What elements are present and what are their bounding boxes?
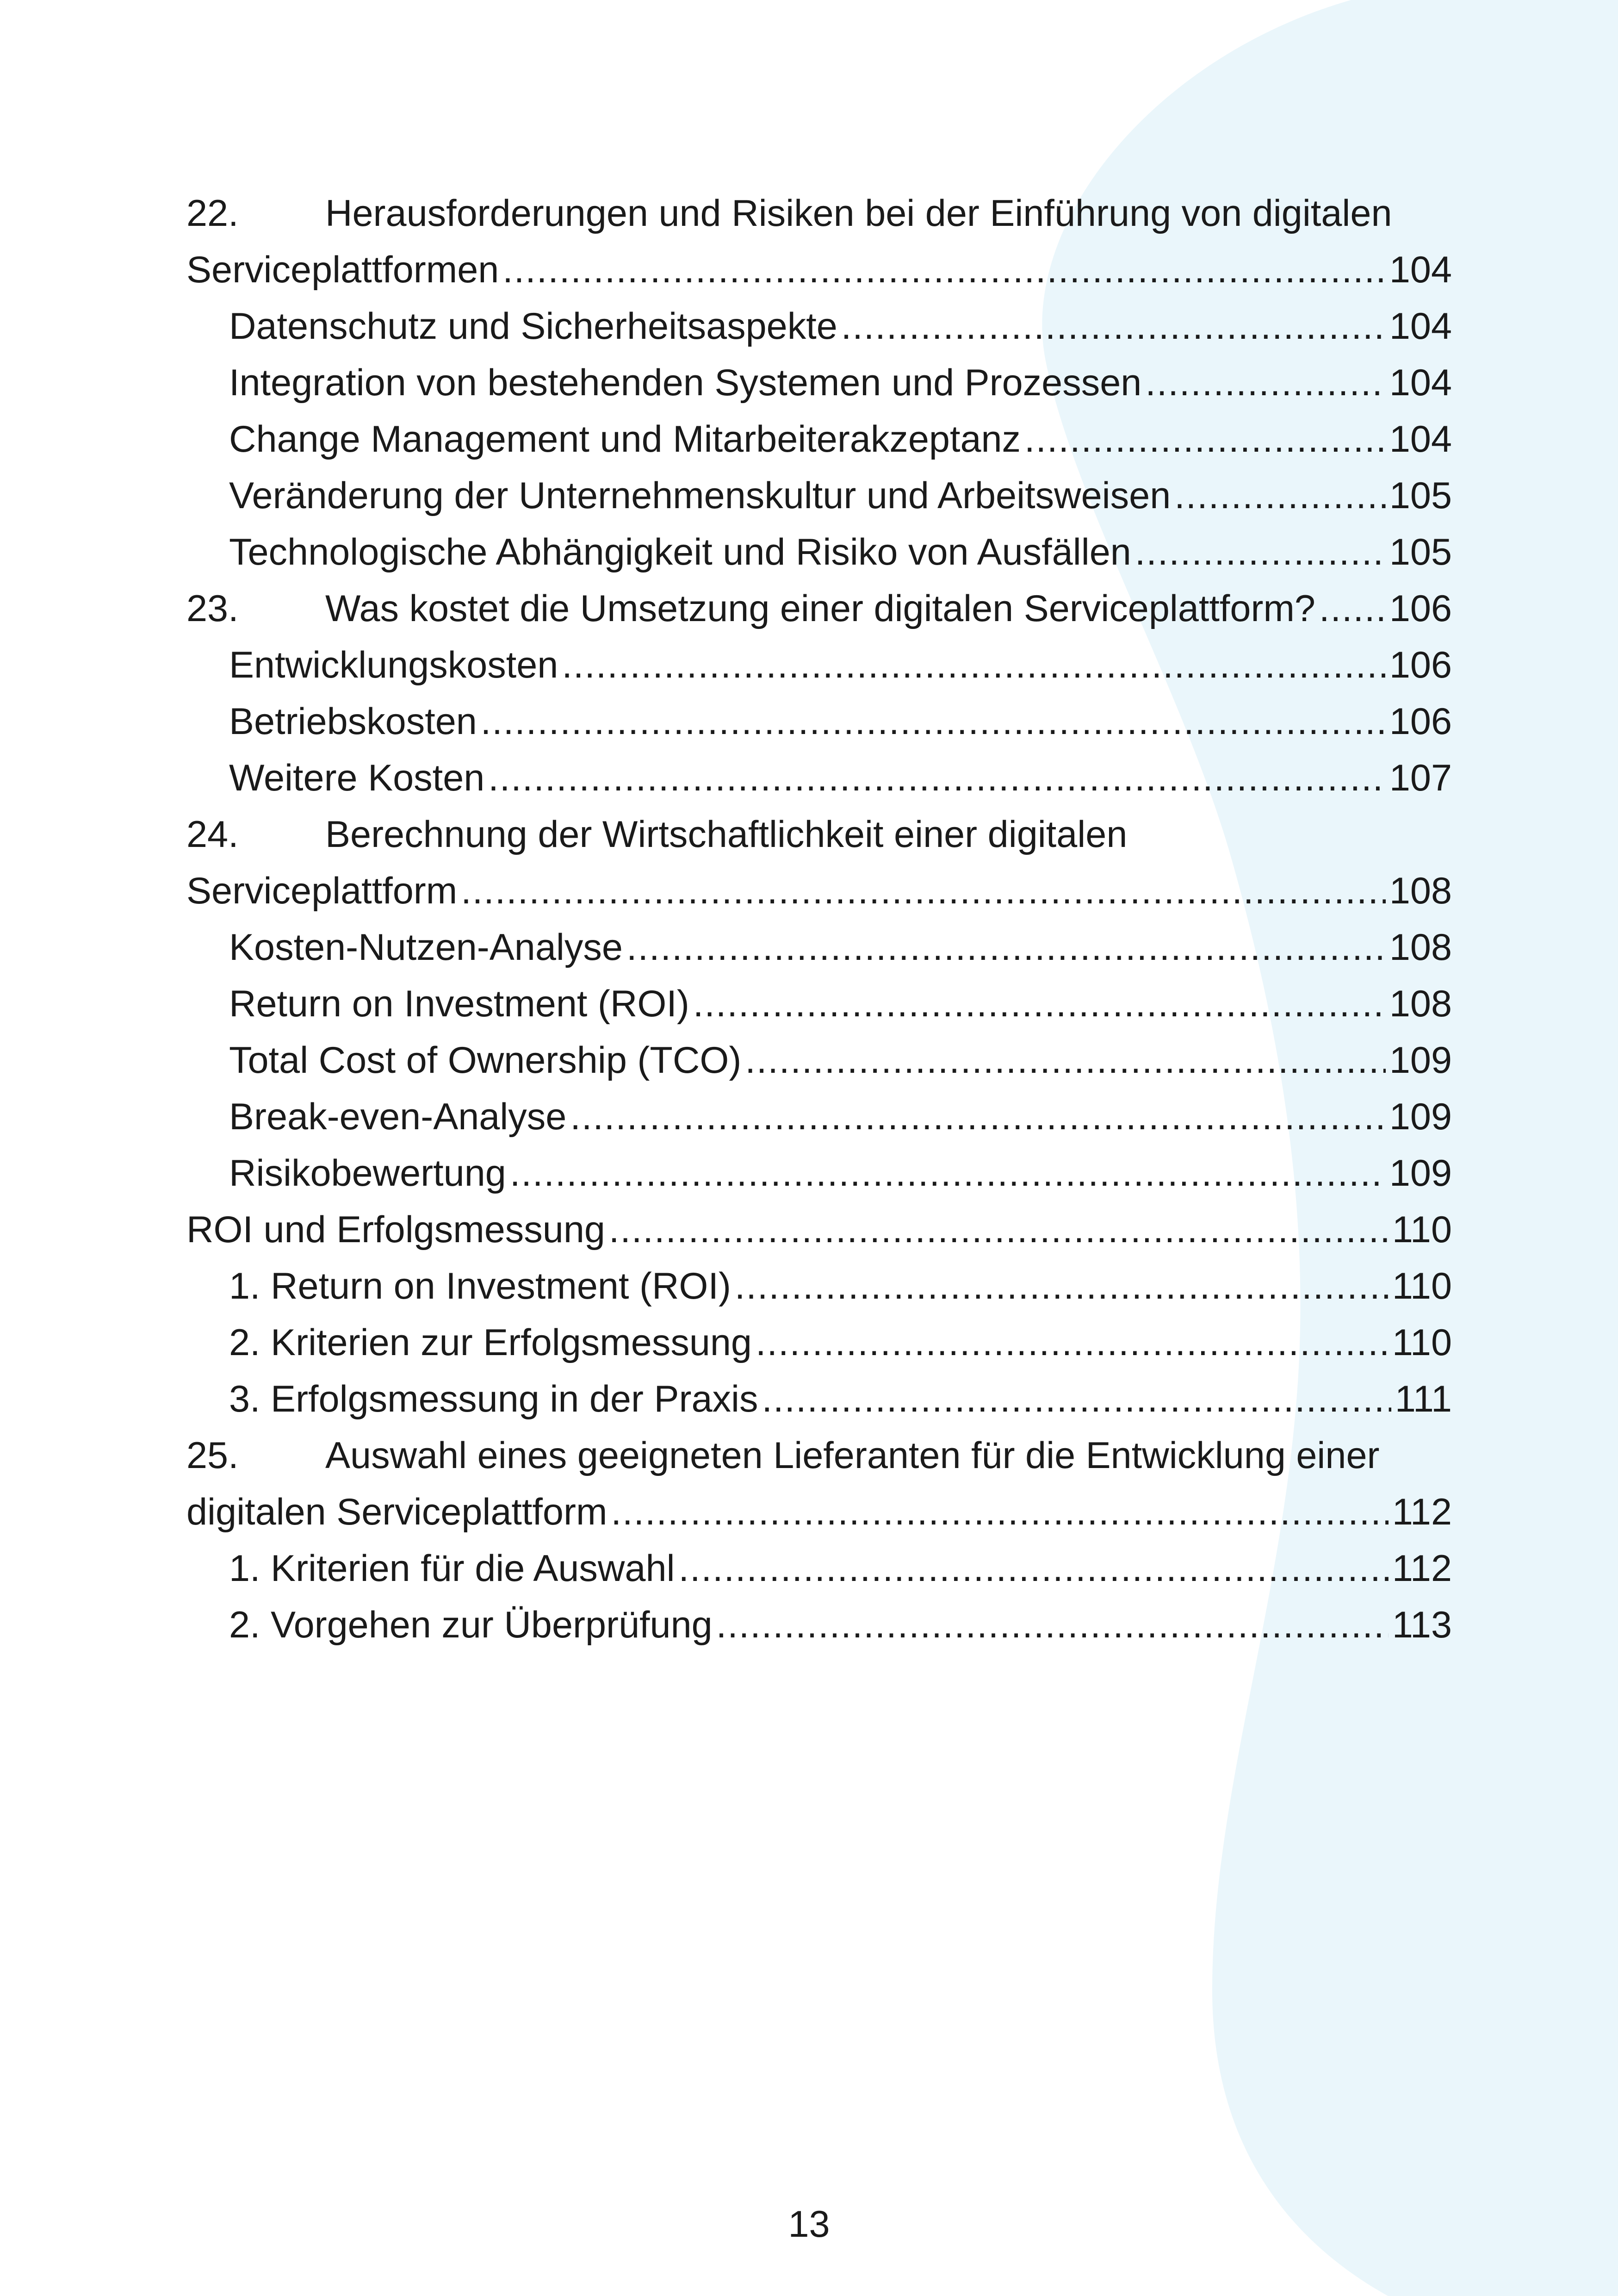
- entry-title: Integration von bestehenden Systemen und Prozessen: [229, 362, 1142, 404]
- entry-title: Break-even-Analyse: [229, 1096, 567, 1138]
- toc-chapter-entry[interactable]: [186, 1427, 1452, 1540]
- entry-title: Serviceplattform: [186, 870, 458, 912]
- entry-title: Veränderung der Unternehmenskultur und Arbeitsweisen: [229, 475, 1171, 516]
- entry-page-number: 104: [1389, 362, 1452, 404]
- toc-chapter-entry[interactable]: [186, 580, 1452, 637]
- entry-title: Serviceplattformen: [186, 249, 499, 291]
- toc-subentry[interactable]: [186, 919, 1452, 976]
- entry-title: Betriebskosten: [229, 701, 477, 742]
- chapter-number: 25.: [186, 1435, 239, 1476]
- entry-page-number: 110: [1392, 1322, 1452, 1363]
- entry-title: Entwicklungskosten: [229, 644, 558, 686]
- entry-page-number: 111: [1395, 1378, 1452, 1420]
- dot-leader: [716, 1597, 1389, 1653]
- entry-page-number: 108: [1389, 927, 1452, 968]
- dot-leader: [1135, 524, 1386, 580]
- entry-page-number: 109: [1389, 1152, 1452, 1194]
- chapter-title-line: Herausforderungen und Risiken bei der Einführung von digitalen: [325, 193, 1392, 234]
- entry-page-number: 112: [1392, 1491, 1452, 1533]
- entry-page-number: 107: [1389, 757, 1452, 799]
- entry-title: Risikobewertung: [229, 1152, 506, 1194]
- entry-page-number: 110: [1392, 1265, 1452, 1307]
- entry-page-number: 110: [1392, 1209, 1452, 1251]
- dot-leader: [762, 1371, 1391, 1427]
- entry-page-number: 106: [1389, 588, 1452, 629]
- dot-leader: [1024, 411, 1386, 467]
- entry-title: 1. Kriterien für die Auswahl: [229, 1548, 675, 1589]
- dot-leader: [562, 637, 1385, 693]
- toc-subentry[interactable]: [186, 1540, 1452, 1597]
- entry-page-number: 106: [1389, 644, 1452, 686]
- toc-subentry[interactable]: [186, 355, 1452, 411]
- entry-title: Weitere Kosten: [229, 757, 485, 799]
- entry-page-number: 109: [1389, 1096, 1452, 1138]
- toc-chapter-entry[interactable]: [186, 185, 1452, 298]
- toc-subentry[interactable]: [186, 1145, 1452, 1201]
- entry-title: 2. Vorgehen zur Überprüfung: [229, 1604, 713, 1646]
- toc-subentry[interactable]: [186, 1597, 1452, 1653]
- toc-subentry[interactable]: [186, 1314, 1452, 1371]
- dot-leader: [1319, 580, 1386, 637]
- entry-page-number: 105: [1389, 531, 1452, 573]
- entry-title: ROI und Erfolgsmessung: [186, 1209, 605, 1251]
- entry-title: Return on Investment (ROI): [229, 983, 689, 1025]
- toc-chapter-entry[interactable]: [186, 1201, 1452, 1258]
- entry-title: 3. Erfolgsmessung in der Praxis: [229, 1378, 758, 1420]
- dot-leader: [1145, 355, 1386, 411]
- entry-title: Total Cost of Ownership (TCO): [229, 1039, 742, 1081]
- chapter-title-line: Berechnung der Wirtschaftlichkeit einer digitalen: [325, 814, 1128, 855]
- entry-page-number: 108: [1389, 983, 1452, 1025]
- entry-page-number: 105: [1389, 475, 1452, 516]
- dot-leader: [756, 1314, 1389, 1371]
- dot-leader: [510, 1145, 1386, 1201]
- dot-leader: [735, 1258, 1389, 1314]
- dot-leader: [745, 1032, 1386, 1089]
- toc-subentry[interactable]: [186, 524, 1452, 580]
- dot-leader: [570, 1089, 1385, 1145]
- toc-subentry[interactable]: [186, 693, 1452, 750]
- toc-subentry[interactable]: [186, 1371, 1452, 1427]
- entry-page-number: 106: [1389, 701, 1452, 742]
- entry-page-number: 112: [1392, 1548, 1452, 1589]
- chapter-number: 24.: [186, 814, 239, 855]
- dot-leader: [609, 1201, 1389, 1258]
- dot-leader: [1174, 467, 1386, 524]
- chapter-title-line: Auswahl eines geeigneten Lieferanten für die Entwicklung einer: [325, 1435, 1380, 1476]
- toc-subentry[interactable]: [186, 411, 1452, 467]
- entry-title: 2. Kriterien zur Erfolgsmessung: [229, 1322, 752, 1363]
- entry-page-number: 104: [1389, 305, 1452, 347]
- dot-leader: [841, 298, 1386, 355]
- entry-title: Kosten-Nutzen-Analyse: [229, 927, 623, 968]
- toc-subentry[interactable]: [186, 1258, 1452, 1314]
- entry-title: Datenschutz und Sicherheitsaspekte: [229, 305, 837, 347]
- toc-chapter-entry[interactable]: [186, 806, 1452, 919]
- entry-title: Was kostet die Umsetzung einer digitalen Serviceplattform?: [325, 588, 1315, 629]
- entry-page-number: 104: [1389, 418, 1452, 460]
- toc-subentry[interactable]: [186, 1032, 1452, 1089]
- chapter-number: 22.: [186, 193, 239, 234]
- dot-leader: [488, 750, 1386, 806]
- dot-leader: [481, 693, 1386, 750]
- dot-leader: [626, 919, 1386, 976]
- toc-subentry[interactable]: [186, 637, 1452, 693]
- entry-page-number: 108: [1389, 870, 1452, 912]
- entry-title: 1. Return on Investment (ROI): [229, 1265, 731, 1307]
- dot-leader: [502, 242, 1386, 298]
- dot-leader: [611, 1484, 1388, 1540]
- dot-leader: [693, 976, 1386, 1032]
- dot-leader: [461, 863, 1386, 919]
- toc-subentry[interactable]: [186, 467, 1452, 524]
- toc-subentry[interactable]: [186, 976, 1452, 1032]
- table-of-contents: [186, 185, 1452, 1653]
- entry-page-number: 113: [1392, 1604, 1452, 1646]
- entry-page-number: 104: [1389, 249, 1452, 291]
- page-number: 13: [788, 2203, 830, 2245]
- entry-page-number: 109: [1389, 1039, 1452, 1081]
- toc-subentry[interactable]: [186, 1089, 1452, 1145]
- toc-subentry[interactable]: [186, 298, 1452, 355]
- entry-title: digitalen Serviceplattform: [186, 1491, 608, 1533]
- entry-title: Technologische Abhängigkeit und Risiko von Ausfällen: [229, 531, 1131, 573]
- toc-subentry[interactable]: [186, 750, 1452, 806]
- chapter-number: 23.: [186, 588, 239, 629]
- entry-title: Change Management und Mitarbeiterakzeptanz: [229, 418, 1021, 460]
- dot-leader: [679, 1540, 1389, 1597]
